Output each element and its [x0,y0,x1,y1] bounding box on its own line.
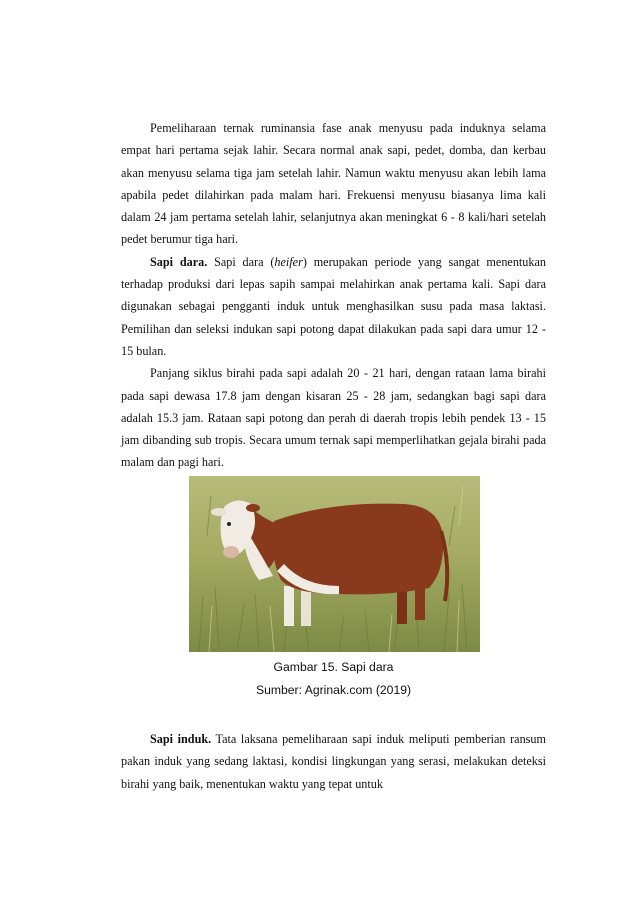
sapi-dara-text-a: Sapi dara ( [207,254,275,269]
paragraph-menyusu [121,117,546,251]
body-text-top [121,117,546,474]
figure-source: Sumber: Agrinak.com (2019) [255,683,412,697]
body-text-bottom [121,728,546,795]
heifer-term: heifer [274,254,303,269]
cow-photo [189,476,480,652]
sapi-induk-heading: Sapi induk. [150,732,212,746]
sapi-dara-heading: Sapi dara. [150,254,208,269]
sapi-dara-text-b: ) merupakan periode yang sangat menentukan terhadap produksi dari lepas sapih sampai melahirkan anak pertama kali. Sapi dara digunakan sebagai pengganti induk untuk menghasilkan susu pada masa laktasi. Pemilihan dan seleksi indukan sapi potong dapat dilakukan pada sapi dara umur 12 - 15 bulan. [121,254,546,358]
heifer-illustration [189,476,480,652]
paragraph-siklus-birahi [121,362,546,473]
paragraph-sapi-induk [121,728,546,795]
siklus-birahi-text: Panjang siklus birahi pada sapi adalah 20 - 21 hari, dengan rataan lama birahi pada sapi dewasa 17.8 jam dengan kisaran 25 - 28 jam, sedangkan bagi sapi dara adalah 15.3 jam. Rataan sapi potong dan perah di daerah tropis lebih pendek 13 - 15 jam dibanding sub tropis. Secara umum ternak sapi memperlihatkan gejala birahi pada malam dan pagi hari. [121,366,546,470]
sapi-induk-text: Tata laksana pemeliharaan sapi induk meliputi pemberian ransum pakan induk yang sedang laktasi, kondisi lingkungan yang serasi, melakukan deteksi birahi yang baik, menentukan waktu yang tepat untuk [121,732,546,791]
paragraph-sapi-dara [121,251,546,362]
figure-caption: Gambar 15. Sapi dara [273,660,394,674]
paragraph-menyusu-text: Pemeliharaan ternak ruminansia fase anak menyusu pada induknya selama empat hari pertama sejak lahir. Secara normal anak sapi, pedet, domba, dan kerbau akan menyusu selama tiga jam setelah lahir. Namun waktu menyusu akan lebih lama apabila pedet dilahirkan pada malam hari. Frekuensi menyusu biasanya lima kali dalam 24 jam pertama setelah lahir, selanjutnya akan meningkat 6 - 8 kali/hari setelah pedet berumur tiga hari. [121,121,546,247]
